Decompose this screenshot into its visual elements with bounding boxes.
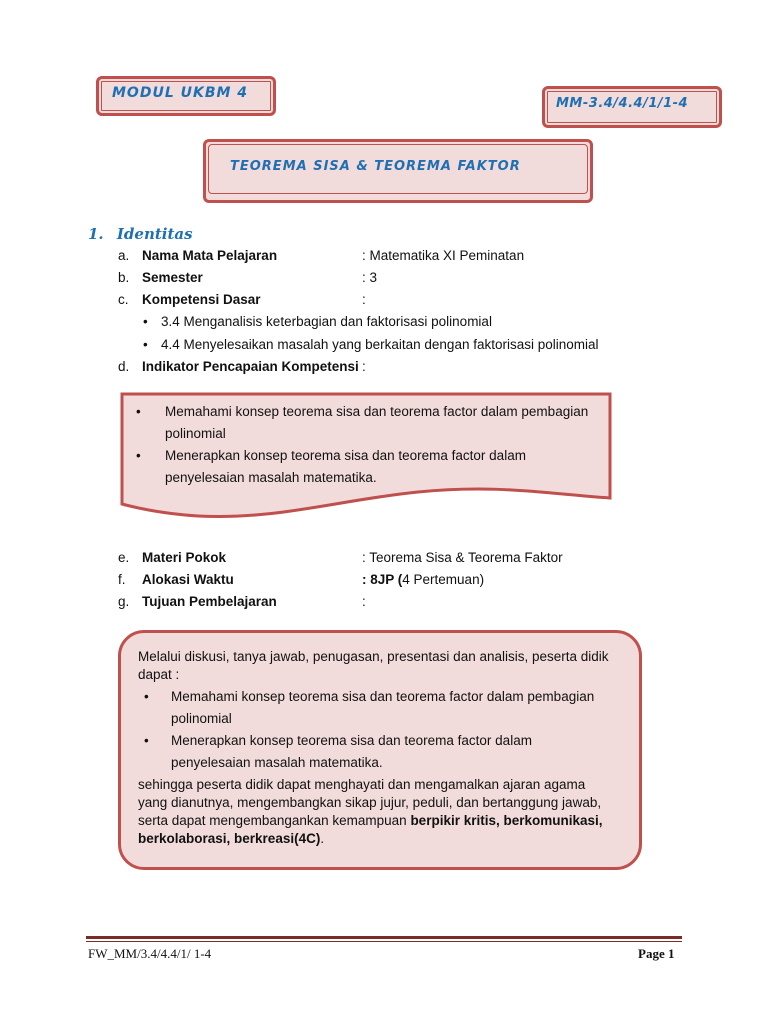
- indikator-list: [136, 401, 606, 489]
- row-letter: g.: [118, 594, 130, 609]
- module-label: MODUL UKBM 4: [112, 85, 249, 101]
- row-letter: a.: [118, 248, 130, 263]
- indikator-item: [136, 445, 606, 489]
- bullet: •: [136, 448, 141, 463]
- closing-end: .: [320, 831, 325, 846]
- section-number: 1.: [88, 225, 104, 243]
- bullet: •: [136, 404, 141, 419]
- row-value: :: [362, 292, 366, 307]
- row-letter: b.: [118, 270, 130, 285]
- bullet: •: [143, 314, 148, 329]
- row-letter: e.: [118, 550, 130, 565]
- page-title: TEOREMA SISA & TEOREMA FAKTOR: [230, 159, 521, 174]
- tujuan-closing-line: [138, 812, 628, 830]
- indikator-item: [136, 401, 606, 445]
- footer-rule-thin: [86, 941, 682, 942]
- tujuan-text: [138, 648, 628, 848]
- closing-normal: serta dapat mengembangankan kemampuan: [138, 813, 411, 828]
- kompetensi-item: [143, 337, 599, 352]
- section-title: Identitas: [116, 225, 193, 243]
- row-value: : Matematika XI Peminatan: [362, 248, 525, 263]
- tujuan-closing-line: sehingga peserta didik dapat menghayati dan mengamalkan ajaran agama: [138, 777, 586, 792]
- section-heading: [88, 225, 193, 243]
- row-letter: d.: [118, 359, 130, 374]
- row-value-rest: 4 Pertemuan): [402, 572, 485, 587]
- tujuan-line: polinomial: [171, 711, 232, 726]
- tujuan-item: [138, 730, 628, 774]
- bullet: •: [144, 689, 149, 704]
- row-label: Indikator Pencapaian Kompetensi: [142, 359, 359, 374]
- tujuan-intro-line: Melalui diskusi, tanya jawab, penugasan, presentasi dan analisis, peserta didik: [138, 649, 609, 664]
- indikator-line: Menerapkan konsep teorema sisa dan teorema factor dalam: [165, 448, 526, 463]
- row-label: Alokasi Waktu: [142, 572, 234, 587]
- row-label: Kompetensi Dasar: [142, 292, 261, 307]
- tujuan-line: penyelesaian masalah matematika.: [171, 755, 383, 770]
- bullet: •: [143, 337, 148, 352]
- indikator-line: polinomial: [165, 426, 226, 441]
- row-letter: f.: [118, 572, 126, 587]
- page-number: Page 1: [638, 946, 675, 961]
- tujuan-intro-line: dapat :: [138, 667, 180, 682]
- row-value: : 3: [362, 270, 378, 285]
- row-label: Tujuan Pembelajaran: [142, 594, 277, 609]
- kompetensi-item: [143, 314, 492, 329]
- tujuan-item: [138, 686, 628, 730]
- row-label: Nama Mata Pelajaran: [142, 248, 278, 263]
- row-value: [362, 572, 484, 587]
- footer-code: FW_MM/3.4/4.4/1/ 1-4: [88, 946, 212, 961]
- row-label: Materi Pokok: [142, 550, 227, 565]
- row-label: Semester: [142, 270, 203, 285]
- kompetensi-text: 3.4 Menganalisis keterbagian dan faktorisasi polinomial: [161, 314, 492, 329]
- closing-bold: berpikir kritis, berkomunikasi,: [410, 813, 603, 828]
- tujuan-line: Menerapkan konsep teorema sisa dan teorema factor dalam: [171, 733, 532, 748]
- tujuan-line: Memahami konsep teorema sisa dan teorema factor dalam pembagian: [171, 689, 595, 704]
- tujuan-closing-line: [138, 830, 628, 848]
- footer-rule-thick: [86, 936, 682, 939]
- indikator-line: Memahami konsep teorema sisa dan teorema factor dalam pembagian: [165, 404, 589, 419]
- kompetensi-text: 4.4 Menyelesaikan masalah yang berkaitan dengan faktorisasi polinomial: [161, 337, 599, 352]
- row-letter: c.: [118, 292, 129, 307]
- row-value: :: [362, 359, 366, 374]
- row-value: : Teorema Sisa & Teorema Faktor: [362, 550, 563, 565]
- row-value: :: [362, 594, 366, 609]
- row-value-bold: : 8JP (: [362, 572, 403, 587]
- closing-bold: berkolaborasi, berkreasi(4C): [138, 831, 321, 846]
- indikator-line: penyelesaian masalah matematika.: [165, 470, 377, 485]
- module-code: MM-3.4/4.4/1/1-4: [556, 96, 689, 111]
- tujuan-closing-line: yang dianutnya, mengembangkan sikap jujur, peduli, dan bertanggung jawab,: [138, 795, 602, 810]
- bullet: •: [144, 733, 149, 748]
